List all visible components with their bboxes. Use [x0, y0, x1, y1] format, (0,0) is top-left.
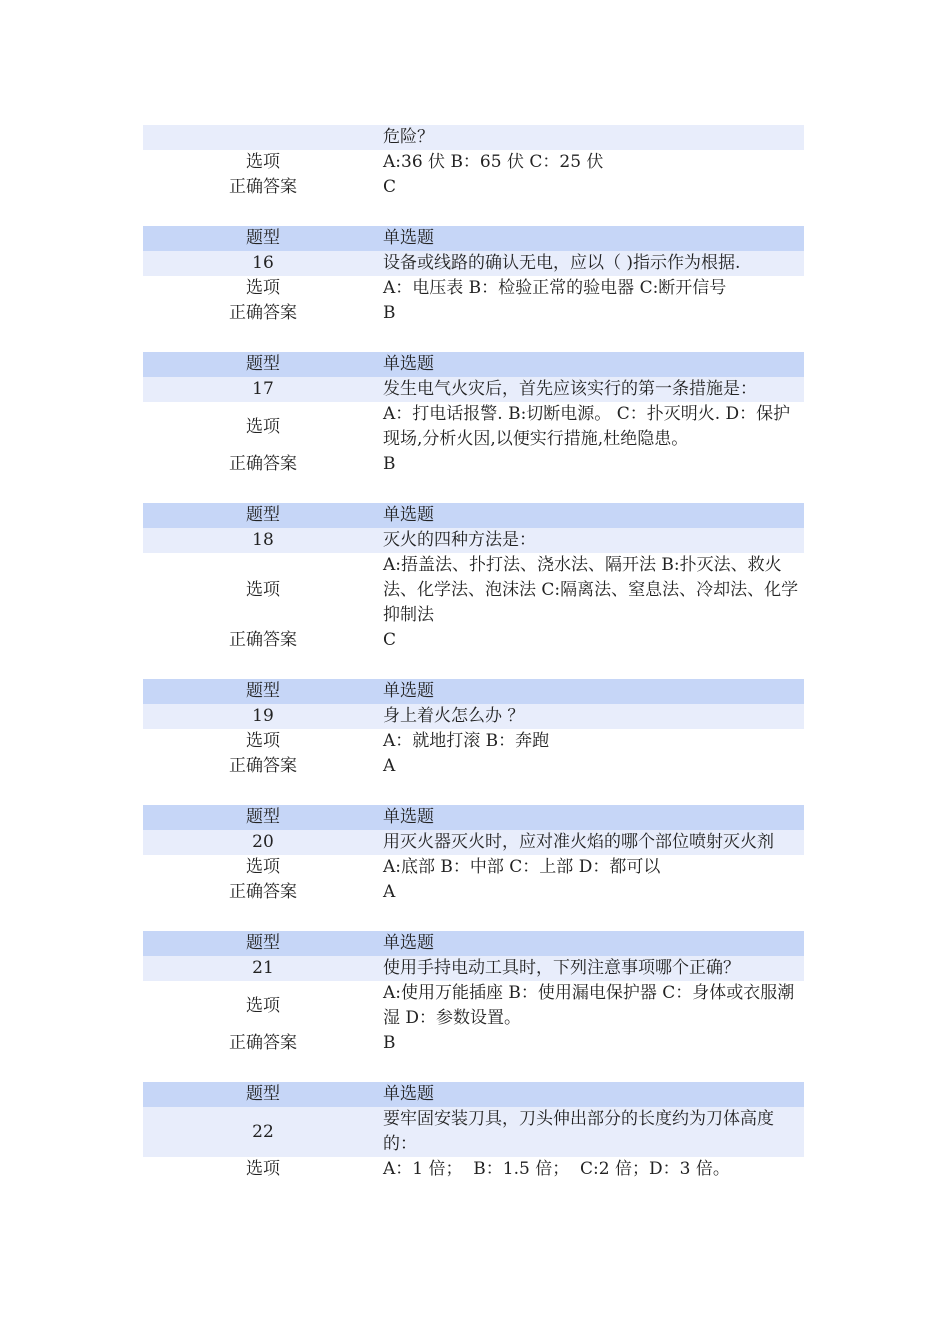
- options-label: 选项: [246, 580, 280, 600]
- question-row: [143, 377, 804, 402]
- answer-row: [143, 1031, 804, 1056]
- question-text: 身上着火怎么办 ？: [383, 706, 525, 726]
- type-value: 单选题: [383, 505, 434, 525]
- question-text: 要牢固安装刀具，刀头伸出部分的长度约为刀体高度的：: [383, 1109, 774, 1154]
- options-label: 选项: [246, 731, 280, 751]
- answer-label: 正确答案: [229, 1033, 297, 1053]
- type-row: [143, 805, 804, 830]
- question-row: [143, 956, 804, 981]
- options-row: [143, 981, 804, 1031]
- answer-text: A: [383, 756, 396, 776]
- options-label: 选项: [246, 152, 280, 172]
- type-value: 单选题: [383, 354, 434, 374]
- answer-label: 正确答案: [229, 177, 297, 197]
- type-label: 题型: [246, 1084, 280, 1104]
- answer-text: B: [383, 1033, 396, 1053]
- options-row: [143, 150, 804, 175]
- options-text: A:底部 B：中部 C：上部 D：都可以: [383, 857, 661, 877]
- answer-row: [143, 301, 804, 326]
- answer-label: 正确答案: [229, 756, 297, 776]
- question-number: 16: [252, 253, 274, 273]
- answer-label: 正确答案: [229, 454, 297, 474]
- answer-text: A: [383, 882, 396, 902]
- options-text: A：电压表 B：检验正常的验电器 C:断开信号: [383, 278, 727, 298]
- answer-row: [143, 880, 804, 905]
- question-number: 19: [252, 706, 274, 726]
- type-row: [143, 503, 804, 528]
- options-label: 选项: [246, 1159, 280, 1179]
- answer-text: C: [383, 630, 397, 650]
- options-row: [143, 729, 804, 754]
- question-row: [143, 830, 804, 855]
- question-number: 17: [252, 379, 274, 399]
- type-value: 单选题: [383, 933, 434, 953]
- answer-label: 正确答案: [229, 630, 297, 650]
- type-value: 单选题: [383, 228, 434, 248]
- options-text: A:使用万能插座 B：使用漏电保护器 C：身体或衣服潮湿 D：参数设置。: [383, 983, 795, 1028]
- number-cell: [143, 125, 383, 150]
- question-number: 22: [252, 1121, 274, 1142]
- question-row: [143, 704, 804, 729]
- options-text: A：1 倍； B：1.5 倍； C:2 倍；D：3 倍。: [383, 1159, 730, 1179]
- question-text: 发生电气火灾后，首先应该实行的第一条措施是：: [383, 379, 757, 399]
- options-label: 选项: [246, 995, 280, 1016]
- options-text: A:捂盖法、扑打法、浇水法、隔开法 B:扑灭法、救火法、化学法、泡沫法 C:隔离法、窒息法、冷却法、化学抑制法: [383, 555, 799, 625]
- type-row: [143, 931, 804, 956]
- options-row: [143, 855, 804, 880]
- question-text: 使用手持电动工具时，下列注意事项哪个正确？: [383, 958, 740, 978]
- question-number: 20: [252, 832, 274, 852]
- type-row: [143, 679, 804, 704]
- type-label: 题型: [246, 933, 280, 953]
- question-text: 危险？: [383, 127, 434, 147]
- type-value: 单选题: [383, 681, 434, 701]
- question-row: [143, 125, 804, 150]
- answer-text: C: [383, 177, 397, 197]
- type-row: [143, 1082, 804, 1107]
- question-row: [143, 1107, 804, 1157]
- answer-row: [143, 175, 804, 200]
- options-label: 选项: [246, 857, 280, 877]
- question-row: [143, 528, 804, 553]
- options-label: 选项: [246, 416, 280, 437]
- answer-row: [143, 452, 804, 477]
- type-row: [143, 226, 804, 251]
- answer-row: [143, 628, 804, 653]
- question-row: [143, 251, 804, 276]
- type-label: 题型: [246, 681, 280, 701]
- answer-row: [143, 754, 804, 779]
- type-row: [143, 352, 804, 377]
- options-text: A:36 伏 B：65 伏 C：25 伏: [383, 152, 604, 172]
- answer-text: B: [383, 454, 396, 474]
- type-value: 单选题: [383, 807, 434, 827]
- options-row: [143, 276, 804, 301]
- question-text: 用灭火器灭火时，应对准火焰的哪个部位喷射灭火剂: [383, 832, 774, 852]
- answer-text: B: [383, 303, 396, 323]
- options-text: A：就地打滚 B：奔跑: [383, 731, 550, 751]
- question-number: 21: [252, 958, 274, 978]
- question-sheet: [143, 125, 804, 1182]
- options-text: A：打电话报警. B:切断电源。 C：扑灭明火. D：保护现场,分析火因,以便实行措施,杜绝隐患。: [383, 404, 791, 449]
- answer-label: 正确答案: [229, 882, 297, 902]
- answer-label: 正确答案: [229, 303, 297, 323]
- question-text: 设备或线路的确认无电，应以（ )指示作为根据.: [383, 253, 741, 273]
- question-text: 灭火的四种方法是：: [383, 530, 536, 550]
- options-row: [143, 553, 804, 628]
- options-row: [143, 402, 804, 452]
- type-value: 单选题: [383, 1084, 434, 1104]
- question-number: 18: [252, 530, 274, 550]
- type-label: 题型: [246, 354, 280, 374]
- type-label: 题型: [246, 228, 280, 248]
- options-row: [143, 1157, 804, 1182]
- type-label: 题型: [246, 505, 280, 525]
- options-label: 选项: [246, 278, 280, 298]
- type-label: 题型: [246, 807, 280, 827]
